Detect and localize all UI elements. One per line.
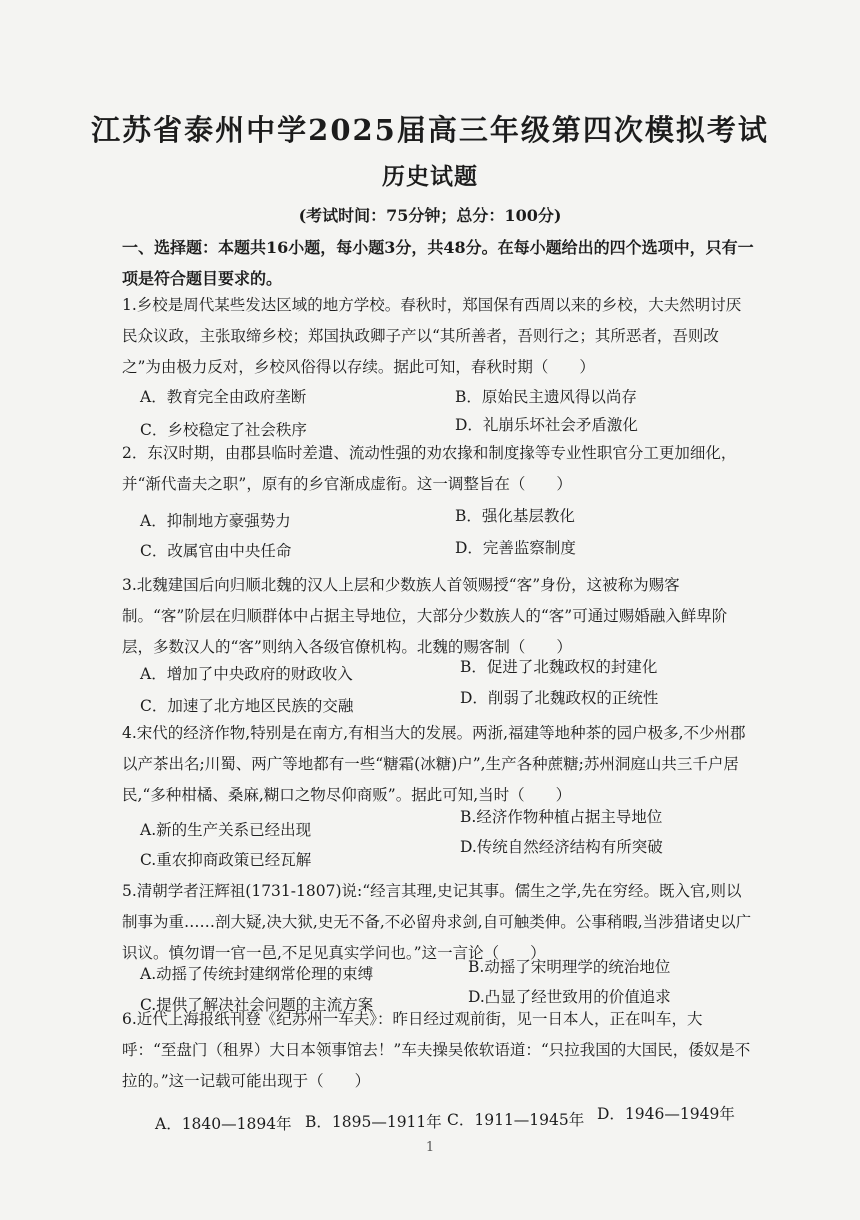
subject-title: 历史试题 bbox=[382, 163, 478, 190]
question-5-option-b: B.动摇了宋明理学的统治地位 bbox=[468, 958, 671, 976]
question-3-stem: 3.北魏建国后向归顺北魏的汉人上层和少数族人首领赐授“客”身份，这被称为赐客制。“客”阶层在归顺群体中占据主导地位，大部分少数族人的“客”可通过赐婚融入鲜卑阶层，多数汉人的“客”则纳入各级官僚机构。北魏的赐客制（ ） bbox=[122, 576, 728, 656]
question-5-stem: 5.清朝学者汪辉祖(1731-1807)说:“经言其理,史记其事。儒生之学,先在穷经。既入官,则以制事为重……剖大疑,决大狱,史无不备,不必留舟求剑,自可触类伸。公事稍暇,当涉猎诸史以广识议。慎勿谓一官一邑,不足见真实学问也。”这一言论（ ） bbox=[122, 882, 752, 962]
question-3-option-a: A．增加了中央政府的财政收入 bbox=[140, 665, 353, 683]
question-5-option-c: C.提供了解决社会问题的主流方案 bbox=[140, 996, 374, 1014]
question-4-option-c: C.重农抑商政策已经瓦解 bbox=[140, 851, 312, 869]
question-2-stem: 2．东汉时期，由郡县临时差遣、流动性强的劝农掾和制度掾等专业性职官分工更加细化，并“渐代啬夫之职”，原有的乡官渐成虚衔。这一调整旨在（ ） bbox=[122, 444, 737, 493]
question-1-stem: 1.乡校是周代某些发达区域的地方学校。春秋时，郑国保有西周以来的乡校，大夫然明讨厌民众议政，主张取缔乡校；郑国执政卿子产以“其所善者，吾则行之；其所恶者，吾则改之”为由极力反对，乡校风俗得以存续。据此可知，春秋时期（ ） bbox=[122, 296, 742, 376]
question-5-option-a: A.动摇了传统封建纲常伦理的束缚 bbox=[140, 965, 374, 983]
question-1-option-a: A．教育完全由政府垄断 bbox=[140, 388, 307, 406]
question-4-option-a: A.新的生产关系已经出现 bbox=[140, 821, 312, 839]
question-6-stem: 6.近代上海报纸刊登《纪苏州一车夫》：昨日经过观前街，见一日本人，正在叫车，大呼：“至盘门（租界）大日本领事馆去！”车夫操吴侬软语道：“只拉我国的大国民，倭奴是不拉的。”这一记载可能出现于（ ） bbox=[122, 1010, 751, 1090]
question-1-option-b: B．原始民主遗风得以尚存 bbox=[455, 388, 637, 406]
question-3-option-c: C．加速了北方地区民族的交融 bbox=[140, 697, 354, 715]
question-3-option-d: D．削弱了北魏政权的正统性 bbox=[460, 689, 659, 707]
question-2-option-d: D．完善监察制度 bbox=[455, 539, 576, 557]
question-2-option-a: A．抑制地方豪强势力 bbox=[140, 512, 291, 530]
question-2-option-c: C．改属官由中央任命 bbox=[140, 542, 292, 560]
question-1-option-c: C．乡校稳定了社会秩序 bbox=[140, 421, 307, 439]
question-6-option-c: C．1911—1945年 bbox=[447, 1111, 585, 1129]
page-number: 1 bbox=[425, 1140, 435, 1155]
section-heading: 一、选择题：本题共16小题，每小题3分，共48分。在每小题给出的四个选项中，只有一项是符合题目要求的。 bbox=[122, 238, 754, 288]
question-2-option-b: B．强化基层教化 bbox=[455, 507, 575, 525]
question-5-option-d: D.凸显了经世致用的价值追求 bbox=[468, 988, 671, 1006]
question-4-option-b: B.经济作物种植占据主导地位 bbox=[460, 808, 663, 826]
question-6-option-d: D．1946—1949年 bbox=[597, 1105, 735, 1123]
question-4-stem: 4.宋代的经济作物,特别是在南方,有相当大的发展。两浙,福建等地种茶的园户极多,不少州郡以产茶出名;川蜀、两广等地都有一些“糖霜(冰糖)户”,生产各种蔗糖;苏州洞庭山共三千户居民,“多种柑橘、桑麻,糊口之物尽仰商贩”。据此可知,当时（ ） bbox=[122, 724, 746, 804]
exam-title: 江苏省泰州中学2025届高三年级第四次模拟考试 bbox=[91, 113, 769, 147]
question-4-option-d: D.传统自然经济结构有所突破 bbox=[460, 838, 663, 856]
question-3-option-b: B．促进了北魏政权的封建化 bbox=[460, 658, 658, 676]
question-1-option-d: D．礼崩乐坏社会矛盾激化 bbox=[455, 416, 638, 434]
exam-info: (考试时间：75分钟；总分：100分) bbox=[298, 206, 562, 225]
question-6-option-b: B．1895—1911年 bbox=[305, 1113, 442, 1131]
question-6-option-a: A．1840—1894年 bbox=[155, 1115, 292, 1133]
